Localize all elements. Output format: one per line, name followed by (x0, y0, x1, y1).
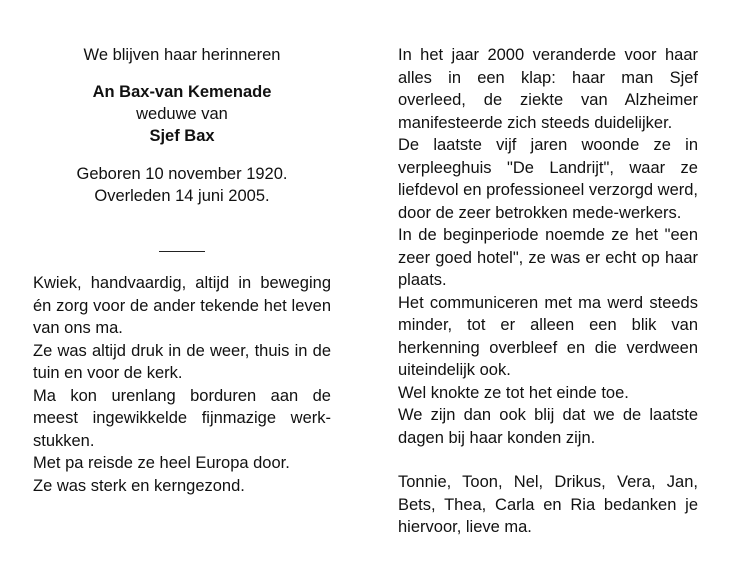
paragraph: In het jaar 2000 veranderde voor haar alles in een klap: haar man Sjef overleed, de ziekte van Alzheimer manifesteerde zich steeds duidelijker. (398, 46, 698, 132)
spouse-name: Sjef Bax (149, 127, 215, 145)
right-column (398, 44, 698, 539)
paragraph: Ma kon urenlang borduren aan de meest ingewikkelde fijnmazige werk-stukken. (33, 386, 331, 450)
divider (159, 251, 205, 252)
left-text (33, 272, 331, 497)
death-date: Overleden 14 juni 2005. (94, 187, 270, 205)
birth-date: Geboren 10 november 1920. (76, 165, 288, 183)
heading: We blijven haar herinneren (83, 46, 281, 64)
paragraph: Wel knokte ze tot het einde toe. (398, 383, 629, 402)
left-column (33, 44, 331, 497)
paragraph: Ze was sterk en kerngezond. (33, 476, 245, 495)
paragraph: We zijn dan ook blij dat we de laatste dagen bij haar konden zijn. (398, 406, 698, 447)
deceased-name: An Bax-van Kemenade (92, 83, 272, 101)
paragraph: Ze was altijd druk in de weer, thuis in de tuin en voor de kerk. (33, 341, 331, 382)
relation-text: weduwe van (136, 105, 228, 123)
paragraph: Kwiek, handvaardig, altijd in beweging én zorg voor de ander tekende het leven van ons ma. (33, 274, 331, 337)
paragraph: De laatste vijf jaren woonde ze in verpleeghuis "De Landrijt", waar ze liefdevol en professioneel verzorgd werd, door de zeer betrokken mede-werkers. (398, 136, 698, 222)
paragraph: In de beginperiode noemde ze het "een zeer goed hotel", ze was er echt op haar plaats. (398, 226, 698, 289)
paragraph: Het communiceren met ma werd steeds minder, tot er alleen een blik van herkenning overbleef en die verdween uiteindelijk ook. (398, 293, 698, 379)
spacer (398, 449, 698, 471)
paragraph: Met pa reisde ze heel Europa door. (33, 454, 290, 472)
closing-text: Tonnie, Toon, Nel, Drikus, Vera, Jan, Bets, Thea, Carla en Ria bedanken je hiervoor, lieve ma. (398, 473, 698, 536)
